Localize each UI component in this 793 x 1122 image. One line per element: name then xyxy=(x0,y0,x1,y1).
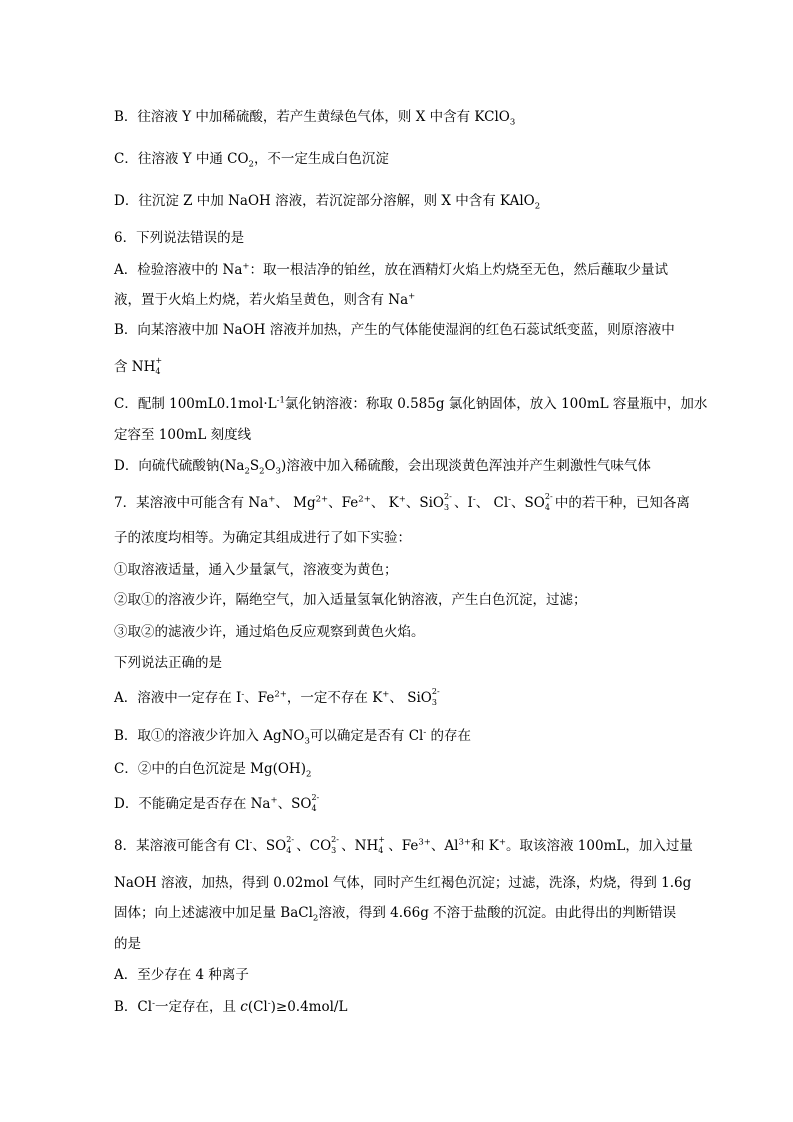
q7-option-c: C．②中的白色沉淀是 $Mg(OH)_2$ xyxy=(114,761,312,780)
q7-option-a: A．溶液中一定存在 I-、$Fe^{2+}$，一定不存在 K+、 SiO 2- 3 xyxy=(114,687,440,707)
q7-stem-line1: 7．某溶液中可能含有 Na+、 $Mg^{2+}$、$Fe^{2+}$、 K+、SiO 2- 3 、I-、 Cl-、SO 2- 4 中的若干种，已知各离 xyxy=(114,492,690,512)
q6-stem: 6．下列说法错误的是 xyxy=(114,230,245,246)
q6-option-b-line1: B．向某溶液中加 NaOH 溶液并加热，产生的气体能使湿润的红色石蕊试纸变蓝，则原溶液中 xyxy=(114,322,675,338)
q6-option-b-line2: 含 NH + 4 xyxy=(114,356,163,376)
q6-option-c-line2: 定容至 100mL 刻度线 xyxy=(114,427,252,443)
q8-stem-line1: 8．某溶液可能含有 Cl-、SO 2- 4 、CO 2- 3 、NH + 4 、$Fe^{3+}$、$Al^{3+}$和 K+。取该溶液 100mL，加入过量 xyxy=(114,835,693,855)
q7-option-d: D．不能确定是否存在 Na+、SO 2- 4 xyxy=(114,793,320,813)
q6-option-d: D．向硫代硫酸钠$(Na_2S_2O_3)$溶液中加入稀硫酸，会出现淡黄色浑浊并产生刺激性气味气体 xyxy=(114,458,651,477)
q6-option-a-line1: A．检验溶液中的 Na+：取一根洁净的铂丝，放在酒精灯火焰上灼烧至无色，然后蘸取少量试 xyxy=(114,261,669,278)
q8-stem-line2: NaOH 溶液，加热，得到 0.02mol 气体，同时产生红褐色沉淀；过滤，洗涤，灼烧，得到 1.6g xyxy=(114,875,692,891)
q8-option-b: B．Cl-一定存在，且 c(Cl-)≥0.4mol/L xyxy=(114,998,348,1015)
q5-option-d: D．往沉淀 Z 中加 NaOH 溶液，若沉淀部分溶解，则 X 中含有 KAlO$_2$ xyxy=(114,193,541,212)
q5-option-c: C．往溶液 Y 中通 $CO_2$，不一定生成白色沉淀 xyxy=(114,151,389,170)
q7-step-2: ②取①的溶液少许，隔绝空气，加入适量氢氧化钠溶液，产生白色沉淀，过滤； xyxy=(114,592,587,608)
q8-stem-line4: 的是 xyxy=(114,936,141,952)
q7-step-1: ①取溶液适量，通入少量氯气，溶液变为黄色； xyxy=(114,562,398,578)
q7-option-b: B．取①的溶液少许加入 AgNO$_3$可以确定是否有 Cl- 的存在 xyxy=(114,727,472,747)
q8-option-a: A．至少存在 4 种离子 xyxy=(114,967,249,983)
q5-option-b: B．往溶液 Y 中加稀硫酸，若产生黄绿色气体，则 X 中含有 KClO$_3$ xyxy=(114,109,516,128)
q8-stem-line3: 固体；向上述滤液中加足量 BaCl$_2$溶液，得到 4.66g 不溶于盐酸的沉淀。由此得出的判断错误 xyxy=(114,905,677,924)
q7-step-3: ③取②的滤液少许，通过焰色反应观察到黄色火焰。 xyxy=(114,624,425,640)
q7-ask: 下列说法正确的是 xyxy=(114,655,222,671)
q6-option-a-line2: 液，置于火焰上灼烧，若火焰呈黄色，则含有 Na+ xyxy=(114,291,416,308)
q6-option-c-line1: C．配制 $100mL0.1mol\cdot L^{-1}$氯化钠溶液：称取 0.585g 氯化钠固体，放入 100mL 容量瓶中，加水 xyxy=(114,395,708,412)
q7-stem-line2: 子的浓度均相等。为确定其组成进行了如下实验： xyxy=(114,530,411,546)
